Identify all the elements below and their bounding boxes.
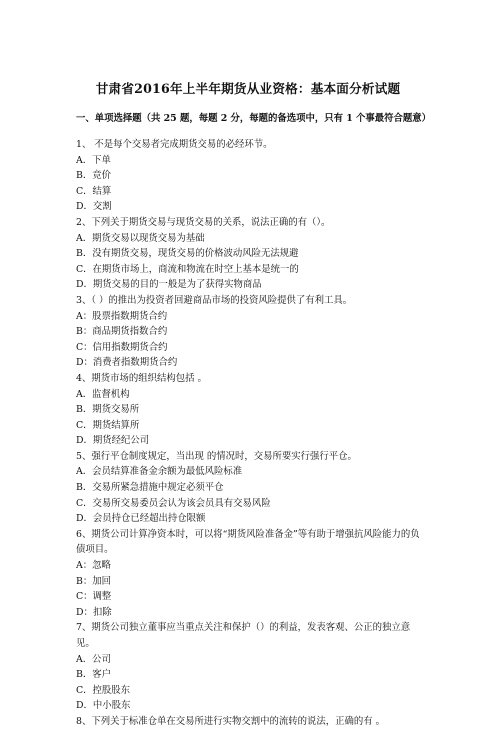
question-stem: 2、下列关于期货交易与现货交易的关系，说法正确的有（）。 — [76, 216, 331, 228]
option: A．期货交易以现货交易为基础 — [76, 232, 205, 244]
question-stem: 6、期货公司计算净资本时，可以将“期货风险准备金”等有助于增强抗风险能力的负债项目。 — [76, 528, 420, 556]
option: D．中小股东 — [76, 700, 131, 712]
option: B．没有期货交易，现货交易的价格波动风险无法规避 — [76, 248, 299, 260]
option: D．期货经纪公司 — [76, 435, 150, 447]
option: B．竞价 — [76, 170, 112, 182]
option: C：调整 — [76, 591, 112, 603]
option: B：加回 — [76, 575, 112, 587]
option: D．期货交易的目的一般是为了获得实物商品 — [76, 279, 262, 291]
page-title: 甘肃省2016年上半年期货从业资格：基本面分析试题 — [95, 81, 401, 96]
option: B．期货交易所 — [76, 404, 140, 416]
option: D：扣除 — [76, 606, 112, 618]
option: C．控股股东 — [76, 684, 131, 696]
option: B．交易所紧急措施中规定必须平仓 — [76, 482, 224, 494]
option: C．在期货市场上，商流和物流在时空上基本是统一的 — [76, 263, 299, 275]
section-heading: 一、单项选择题（共 25 题，每题 2 分，每题的备选项中，只有 1 个事最符合题意） — [76, 113, 432, 124]
option: A．公司 — [76, 653, 111, 665]
option: B：商品期货指数合约 — [76, 326, 168, 338]
option: C．交易所交易委员会认为该会员具有交易风险 — [76, 497, 271, 509]
option: D：消费者指数期货合约 — [76, 357, 178, 369]
option: B．客户 — [76, 669, 112, 681]
question-stem: 4、期货市场的组织结构包括 。 — [76, 372, 207, 384]
question-stem: 5、强行平仓制度规定，当出现 的情况时，交易所要实行强行平仓。 — [76, 450, 357, 462]
option: A．下单 — [76, 154, 111, 166]
option: A．会员结算准备金余额为最低风险标准 — [76, 466, 243, 478]
question-stem: 1、 不是每个交易者完成期货交易的必经环节。 — [76, 139, 273, 150]
option: D．交割 — [76, 201, 112, 213]
option: C：信用指数期货合约 — [76, 341, 168, 353]
option: A：忽略 — [76, 560, 111, 572]
option: A：股票指数期货合约 — [76, 310, 168, 322]
question-stem: 3、（ ）的推出为投资者回避商品市场的投资风险提供了有利工具。 — [76, 294, 353, 306]
option: D．会员持仓已经超出持仓限额 — [76, 513, 206, 525]
option: C．期货结算所 — [76, 419, 140, 431]
question-stem: 7、期货公司独立董事应当重点关注和保护（）的利益，发表客观、公正的独立意见。 — [76, 622, 411, 649]
question-list — [76, 137, 428, 730]
option: C．结算 — [76, 185, 112, 197]
question-stem: 8、下列关于标准仓单在交易所进行实物交割中的流转的说法，正确的有 。 — [76, 715, 385, 727]
option: A．监督机构 — [76, 388, 130, 400]
